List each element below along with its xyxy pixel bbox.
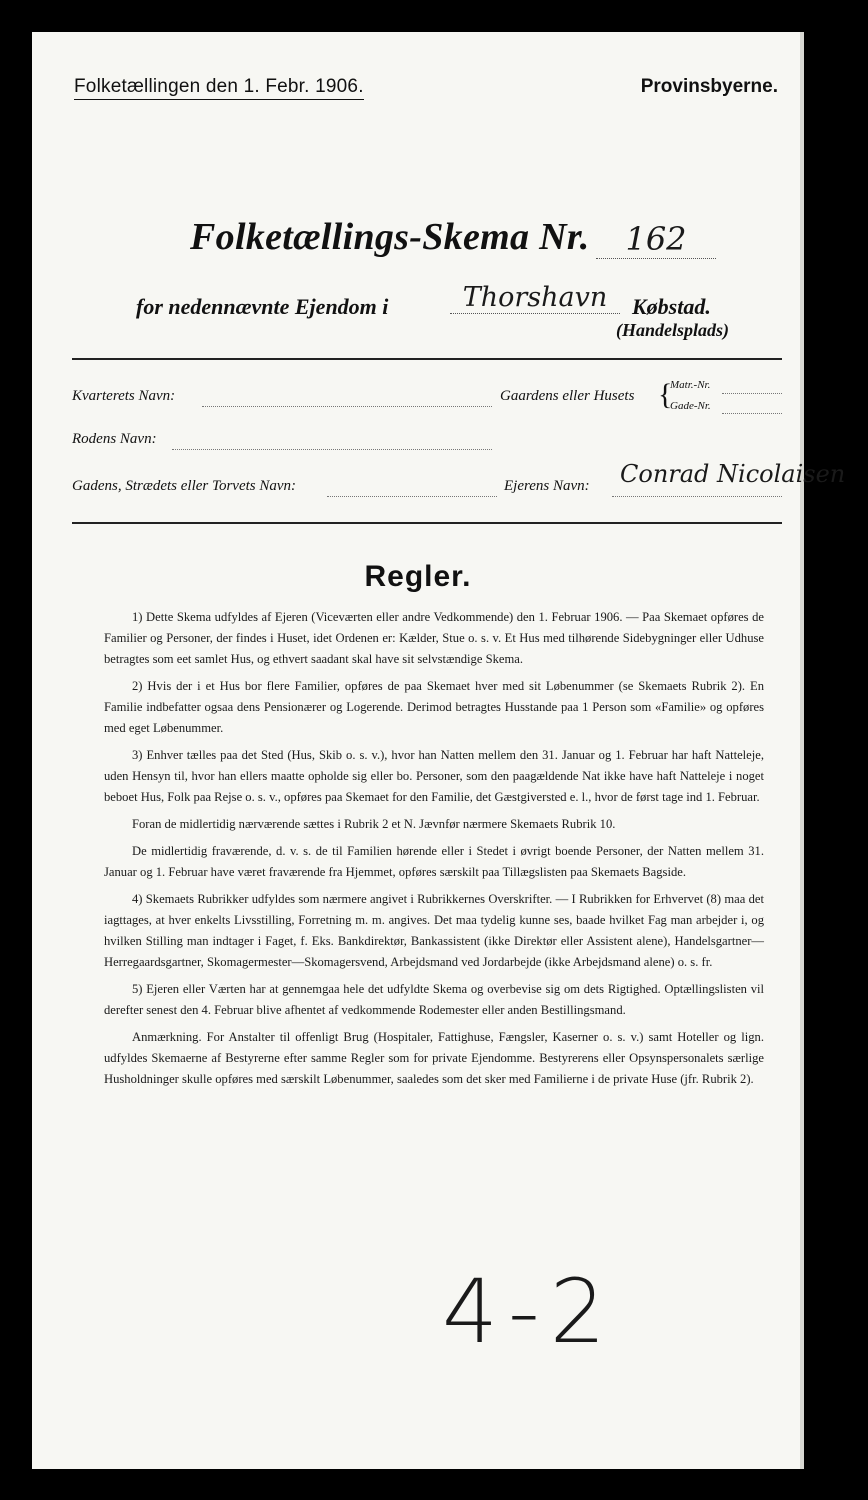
- gaard-label: Gaardens eller Husets: [500, 388, 635, 404]
- rule-2: 2) Hvis der i et Hus bor flere Familier, opføres de paa Skemaet hver med sit Løbenummer (se Skemaets Rubrik 2). En Familie indbefatter ogsaa dens Pensionærer og Logerende. Derimod betragtes Husstande paa 1 Person som «Familie» og opføres med eget Løbenummer.: [104, 679, 764, 735]
- rule-3b: Foran de midlertidig nærværende sættes i Rubrik 2 et N. Jævnfør nærmere Skemaets Rubrik 10.: [132, 817, 616, 831]
- ejer-label: Ejerens Navn:: [504, 478, 590, 494]
- form-title: Folketællings-Skema Nr.: [190, 216, 590, 258]
- gade-nr-label: Gade-Nr.: [670, 400, 711, 412]
- rode-label: Rodens Navn:: [72, 431, 157, 447]
- owner-name: Conrad Nicolaisen: [620, 460, 846, 488]
- rule-1: 1) Dette Skema udfyldes af Ejeren (Viceværten eller andre Vedkommende) den 1. Februar 1906. — Paa Skemaet opføres de Familier og Personer, der findes i Huset, idet Ordenen er: Kælder, Stue o. s. v. Et Hus med tilhørende Sidebygninger eller Udhuse betragtes som eet samlet Hus, og ethvert saadant skal have sit selvstændige Skema.: [104, 610, 764, 666]
- remark: Anmærkning. For Anstalter til offenligt Brug (Hospitaler, Fattighuse, Fængsler, Kaserner o. s. v.) samt Hoteller og lign. udfyldes Skemaerne af Bestyrerne efter samme Regler som for private Ejendomme. Bestyrerens eller Opsynspersonalets særlige Husholdninger skulle opføres med særskilt Løbenummer, saaledes som det sker med Familierne i de private Huse (jfr. Rubrik 2).: [104, 1030, 764, 1086]
- gade-field: [327, 495, 497, 497]
- property-line-label: for nedennævnte Ejendom i: [136, 294, 389, 319]
- rule-3c: De midlertidig fraværende, d. v. s. de til Familien hørende eller i Stedet i øvrigt boende Personer, der Natten mellem 31. Januar og 1. Februar have været fraværende fra Hjemmet, opføres særskilt paa Tillægslisten paa Skemaets Bagside.: [104, 844, 764, 879]
- kobstad-label: Købstad.: [632, 294, 711, 319]
- brace-symbol: {: [658, 378, 673, 411]
- archive-number: 4-2: [442, 1260, 616, 1363]
- rules-text: [104, 607, 764, 1096]
- region-label: Provinsbyerne.: [640, 76, 778, 97]
- kvarter-field: [202, 405, 492, 407]
- rule-3: 3) Enhver tælles paa det Sted (Hus, Skib o. s. v.), hvor han Natten mellem den 31. Januar og 1. Februar har haft Natteleje, uden Hensyn til, hvor han ellers maatte opholde sig eller bo. Personer, som den paagældende Nat ikke have haft Natteleje i noget beboet Hus, Folk paa Rejse o. s. v., opføres paa Skemaet for den Familie, det Gæstgiversted e. l., hvor de først tage ind 1. Februar.: [104, 748, 764, 804]
- gade-nr-field: [722, 412, 782, 414]
- rule-5: 5) Ejeren eller Værten har at gennemgaa hele det udfyldte Skema og overbevise sig om dets Rigtighed. Optællingslisten vil derefter senest den 4. Februar blive afhentet af vedkommende Rodemester eller anden Bestillingsmand.: [104, 982, 764, 1017]
- form-number: 162: [596, 220, 716, 259]
- rules-title: Regler.: [364, 560, 472, 593]
- bottom-divider: [72, 522, 782, 524]
- top-divider: [72, 358, 782, 360]
- gade-label: Gadens, Strædets eller Torvets Navn:: [72, 478, 297, 494]
- ejer-field: [612, 495, 782, 497]
- rule-4: 4) Skemaets Rubrikker udfyldes som nærmere angivet i Rubrikkernes Overskrifter. — I Rubrikken for Erhvervet (8) maa det iagttages, at hver enkelts Livsstilling, Forretning m. m. angives. Det maa tydelig kunne ses, baade hvilket Fag man arbejder i, og hvilken Stilling man indtager i Faget, f. Eks. Bankdirektør, Bankassistent (ikke Direktør eller Assistent alene), Handelsgartner—Herregaardsgartner, Skomagermester—Skomagersvend, Arbejdsmand ved Jordarbejde (ikke Arbejdsmand alene) o. s. fr.: [104, 892, 764, 969]
- matr-label: Matr.-Nr.: [670, 379, 711, 391]
- kvarter-label: Kvarterets Navn:: [72, 388, 176, 404]
- handelsplads-label: (Handelsplads): [616, 320, 730, 340]
- rode-field: [172, 448, 492, 450]
- matr-field: [722, 392, 782, 394]
- town-name: Thorshavn: [450, 282, 620, 314]
- census-form-page: [32, 32, 846, 1469]
- census-header: Folketællingen den 1. Febr. 1906.: [74, 76, 364, 100]
